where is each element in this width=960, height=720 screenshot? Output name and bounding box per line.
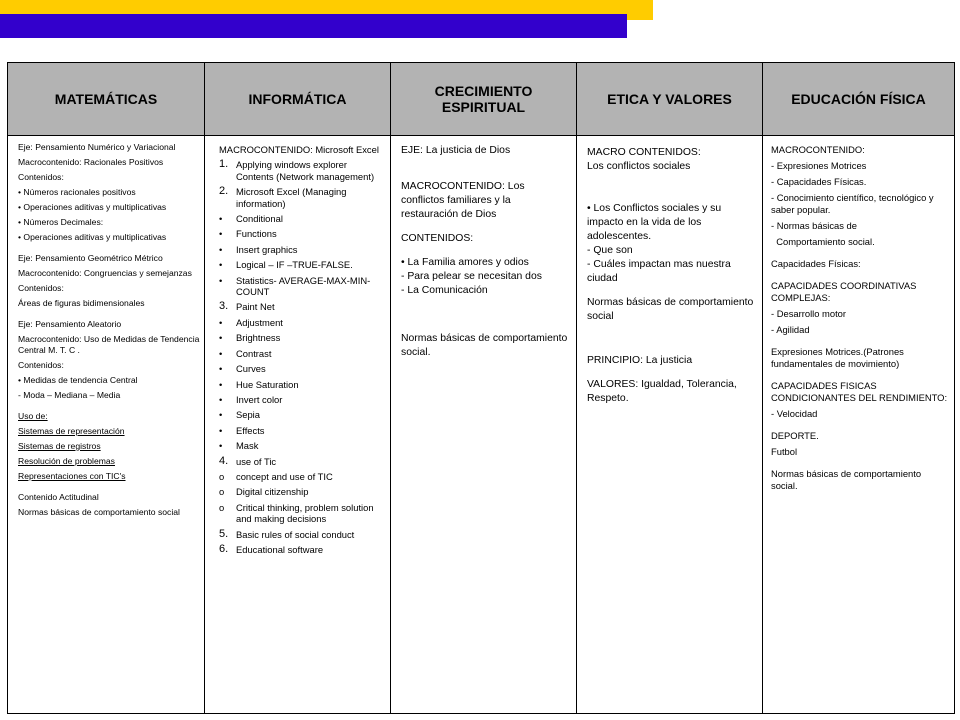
header-etica-y-valores: ETICA Y VALORES xyxy=(577,63,763,136)
text-line: PRINCIPIO: La justicia xyxy=(587,355,693,366)
text-line: • Números racionales positivos xyxy=(18,187,136,197)
text-line: Eje: Pensamiento Geométrico Métrico xyxy=(18,253,163,263)
text-line: CAPACIDADES COORDINATIVAS COMPLEJAS: xyxy=(771,280,917,303)
cell-crecimiento-espiritual xyxy=(391,136,577,714)
text-line: Sistemas de registros xyxy=(18,441,101,451)
text-line: MACRO CONTENIDOS: xyxy=(587,147,701,158)
list-item: • Brightness xyxy=(219,332,281,344)
list-item: o Digital citizenship xyxy=(219,486,309,498)
text-line: - Agilidad xyxy=(771,324,810,335)
list-item: • Sepia xyxy=(219,409,260,421)
header-informatica: INFORMÁTICA xyxy=(205,63,391,136)
text-line: Eje: Pensamiento Numérico y Variacional xyxy=(18,142,176,152)
list-item: • Insert graphics xyxy=(219,243,298,255)
list-item: • Statistics- AVERAGE-MAX-MIN-COUNT xyxy=(219,274,371,298)
top-blue-bar xyxy=(0,14,627,38)
text-line: Sistemas de representación xyxy=(18,426,125,436)
text-line: Capacidades Físicas: xyxy=(771,258,861,269)
text-line: CONTENIDOS: xyxy=(401,233,474,244)
list-item: 5. Basic rules of social conduct xyxy=(219,527,355,540)
text-line: • Operaciones aditivas y multiplicativas xyxy=(18,232,167,242)
text-line: - Moda – Mediana – Media xyxy=(18,390,121,400)
text-line: Resolución de problemas xyxy=(18,456,115,466)
text-line: • Operaciones aditivas y multiplicativas xyxy=(18,202,167,212)
header-crecimiento-espiritual: CRECIMIENTO ESPIRITUAL xyxy=(391,63,577,136)
text-line: - Capacidades Físicas. xyxy=(771,176,867,187)
text-line: MACROCONTENIDO: xyxy=(771,144,865,155)
list-item: • Hue Saturation xyxy=(219,378,299,390)
cell-matematicas xyxy=(8,136,205,714)
text-line: • Números Decimales: xyxy=(18,217,104,227)
text-line: Normas básicas de comportamiento social xyxy=(587,297,754,322)
text-line: MACROCONTENIDO: Los conflictos familiares y la restauración de Dios xyxy=(401,181,525,220)
list-item: • Effects xyxy=(219,424,265,436)
text-line: Áreas de figuras bidimensionales xyxy=(18,298,145,308)
cell-etica-y-valores xyxy=(577,136,763,714)
text-line: - Que son xyxy=(587,245,633,256)
text-line: - Expresiones Motrices xyxy=(771,160,867,171)
text-line: Futbol xyxy=(771,446,798,457)
list-item: 2. Microsoft Excel (Managing information) xyxy=(219,185,347,209)
list-item: • Adjustment xyxy=(219,316,283,328)
text-line: - La Comunicación xyxy=(401,285,488,296)
text-line: Contenidos: xyxy=(18,360,64,370)
text-line: Normas básicas de comportamiento social xyxy=(18,507,180,517)
text-line: - Conocimiento científico, tecnológico y saber popular. xyxy=(771,192,934,215)
text-line: Uso de: xyxy=(18,411,48,421)
list-item: • Contrast xyxy=(219,347,272,359)
text-line: Representaciones con TIC's xyxy=(18,471,126,481)
text-line: Normas básicas de comportamiento social. xyxy=(771,468,922,491)
text-line: Comportamiento social. xyxy=(771,236,875,247)
text-line: Los conflictos sociales xyxy=(587,161,691,172)
list-item: MACROCONTENIDO: Microsoft Excel xyxy=(219,144,379,155)
text-line: - Desarrollo motor xyxy=(771,308,847,319)
list-item: 3. Paint Net xyxy=(219,300,275,313)
text-line: Macrocontenido: Uso de Medidas de Tendencia Central M. T. C . xyxy=(18,334,200,355)
list-item: 4. use of Tic xyxy=(219,454,277,467)
content-row xyxy=(8,136,955,714)
list-item: • Conditional xyxy=(219,213,283,225)
text-line: Macrocontenido: Congruencias y semejanzas xyxy=(18,268,192,278)
text-line: • La Familia amores y odios xyxy=(401,257,529,268)
list-item: • Functions xyxy=(219,228,277,240)
text-line: - Normas básicas de xyxy=(771,220,857,231)
header-matematicas: MATEMÁTICAS xyxy=(8,63,205,136)
header-row xyxy=(8,63,955,136)
text-line: Contenidos: xyxy=(18,172,64,182)
text-line: Contenidos: xyxy=(18,283,64,293)
header-educacion-fisica: EDUCACIÓN FÍSICA xyxy=(763,63,955,136)
text-line: Normas básicas de comportamiento social. xyxy=(401,333,568,358)
list-item: 1. Applying windows explorer Contents (Network management) xyxy=(219,158,375,182)
curriculum-table xyxy=(7,62,955,714)
text-line: - Para pelear se necesitan dos xyxy=(401,271,542,282)
cell-informatica xyxy=(205,136,391,714)
text-line: CAPACIDADES FISICAS CONDICIONANTES DEL RENDIMIENTO: xyxy=(771,380,948,403)
list-item: o concept and use of TIC xyxy=(219,470,333,482)
list-item: • Curves xyxy=(219,363,266,375)
text-line: VALORES: Igualdad, Tolerancia, Respeto. xyxy=(587,379,737,404)
text-line: - Velocidad xyxy=(771,408,818,419)
text-line: Macrocontenido: Racionales Positivos xyxy=(18,157,164,167)
text-line: Eje: Pensamiento Aleatorio xyxy=(18,319,122,329)
cell-educacion-fisica xyxy=(763,136,955,714)
text-line: EJE: La justicia de Dios xyxy=(401,145,511,156)
list-item: 6. Educational software xyxy=(219,542,324,555)
text-line: • Medidas de tendencia Central xyxy=(18,375,138,385)
list-item: • Mask xyxy=(219,440,259,452)
text-line: DEPORTE. xyxy=(771,430,819,441)
text-line: • Los Conflictos sociales y su impacto en la vida de los adolescentes. xyxy=(587,203,722,242)
text-line: Contenido Actitudinal xyxy=(18,492,99,502)
list-item: • Logical – IF –TRUE-FALSE. xyxy=(219,259,353,271)
list-item: • Invert color xyxy=(219,393,283,405)
text-line: Expresiones Motrices.(Patrones fundamentales de movimiento) xyxy=(771,346,904,369)
list-item: o Critical thinking, problem solution and making decisions xyxy=(219,501,374,525)
text-line: - Cuáles impactan mas nuestra ciudad xyxy=(587,259,731,284)
